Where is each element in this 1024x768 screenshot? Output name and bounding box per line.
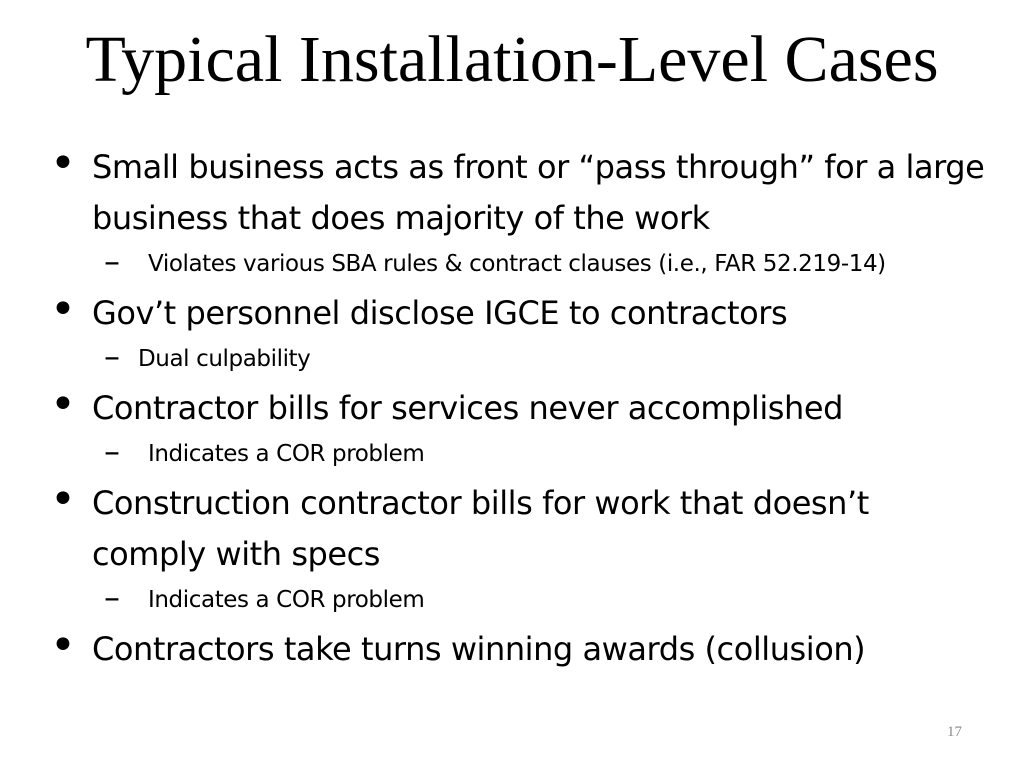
bullet-dot-icon: • bbox=[50, 620, 76, 671]
slide-title: Typical Installation-Level Cases bbox=[85, 23, 939, 96]
sub-bullet-item bbox=[92, 580, 990, 620]
bullet-item bbox=[50, 379, 990, 474]
bullet-dot-icon: • bbox=[50, 474, 76, 525]
dash-icon: – bbox=[104, 432, 120, 470]
bullet-text: Contractor bills for services never accomplished bbox=[92, 389, 843, 427]
bullet-list bbox=[50, 138, 990, 675]
dash-icon: – bbox=[104, 337, 120, 375]
bullet-text: Construction contractor bills for work that doesn’t comply with specs bbox=[92, 484, 869, 573]
dash-icon: – bbox=[104, 242, 120, 280]
sub-bullet-item bbox=[92, 339, 990, 379]
sub-bullet-text: Dual culpability bbox=[138, 346, 311, 372]
sub-bullet-item bbox=[92, 434, 990, 474]
sub-bullet-text: Indicates a COR problem bbox=[148, 587, 425, 613]
sub-bullet-text: Violates various SBA rules & contract clauses (i.e., FAR 52.219-14) bbox=[148, 251, 886, 277]
sub-list bbox=[92, 244, 990, 284]
bullet-item bbox=[50, 138, 990, 284]
sub-list bbox=[92, 434, 990, 474]
bullet-text: Contractors take turns winning awards (collusion) bbox=[92, 630, 866, 668]
sub-list bbox=[92, 580, 990, 620]
dash-icon: – bbox=[104, 578, 120, 616]
bullet-item bbox=[50, 284, 990, 379]
bullet-item bbox=[50, 620, 990, 675]
sub-bullet-text: Indicates a COR problem bbox=[148, 441, 425, 467]
bullet-text: Small business acts as front or “pass through” for a large business that does majority of the work bbox=[92, 148, 985, 237]
bullet-text: Gov’t personnel disclose IGCE to contractors bbox=[92, 294, 788, 332]
sub-list bbox=[92, 339, 990, 379]
bullet-item bbox=[50, 474, 990, 620]
sub-bullet-item bbox=[92, 244, 990, 284]
bullet-dot-icon: • bbox=[50, 138, 76, 189]
bullet-dot-icon: • bbox=[50, 284, 76, 335]
bullet-dot-icon: • bbox=[50, 379, 76, 430]
slide-number: 17 bbox=[947, 724, 962, 740]
